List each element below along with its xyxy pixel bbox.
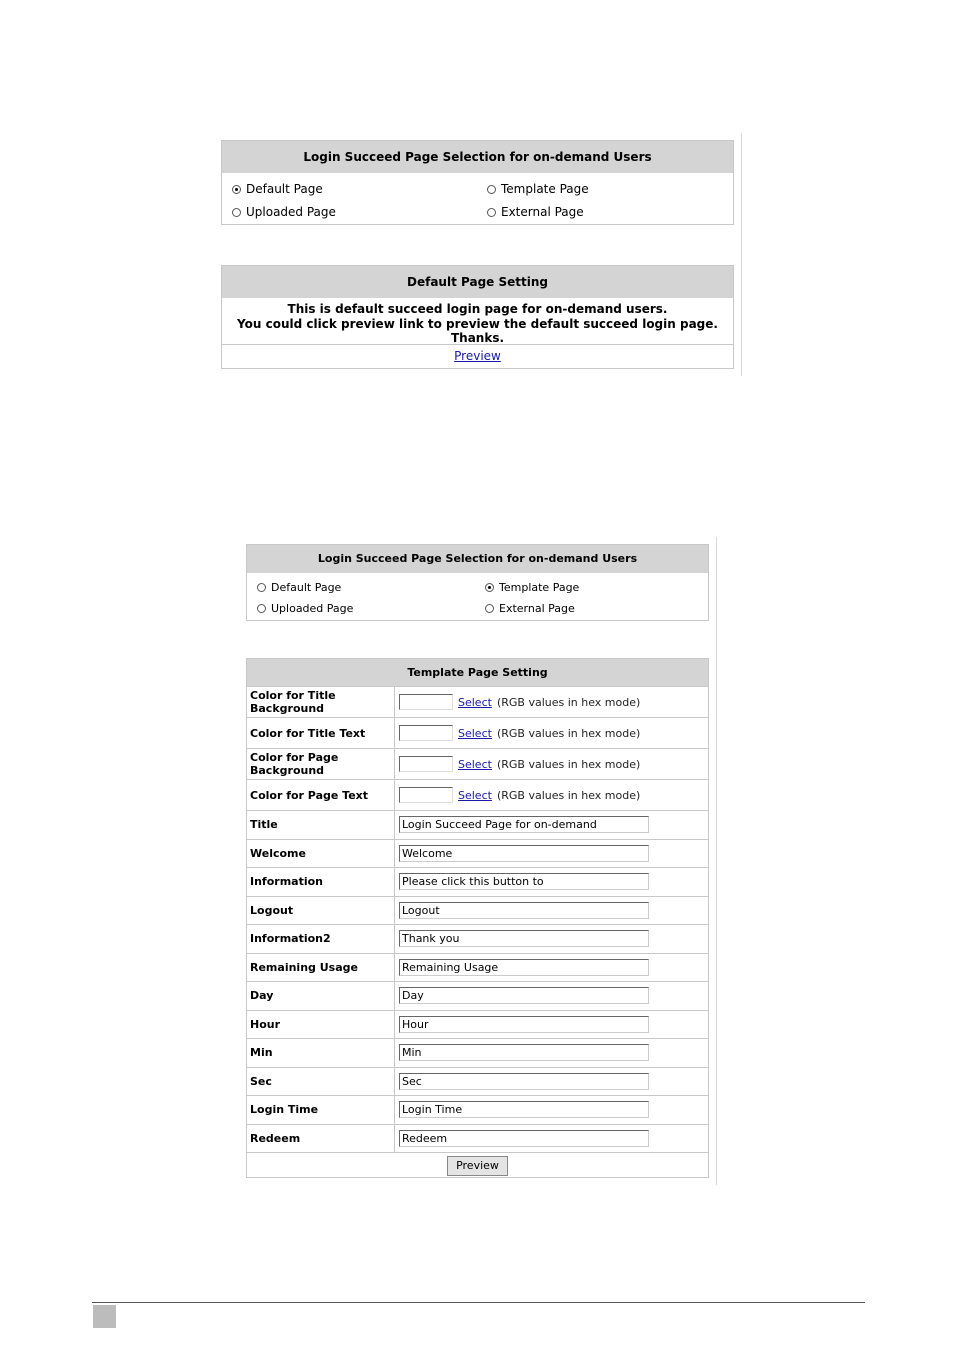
row-value [395,1011,708,1039]
option-label: Default Page [246,182,323,196]
row-value [395,840,708,868]
row-value [395,868,708,896]
row-value [395,718,708,748]
row-label: Day [247,982,395,1010]
row-label: Title [247,811,395,839]
scroll-edge-line [741,133,742,376]
option-label: Template Page [499,581,580,594]
option-external-page[interactable] [485,602,575,615]
option-uploaded-page[interactable] [232,205,336,219]
field-row-hour [247,1011,708,1040]
color-input[interactable] [399,787,453,803]
preview-button-row [247,1153,708,1178]
radio-default-page[interactable] [232,185,241,194]
option-label: Template Page [501,182,589,196]
row-label: Color for Title Text [247,718,395,748]
radio-template-page[interactable] [485,583,494,592]
sec-input[interactable] [399,1073,649,1090]
field-row-information [247,868,708,897]
row-label: Color for Page Background [247,749,395,779]
page-number-box [93,1305,116,1328]
row-value [395,687,708,717]
option-template-page[interactable] [487,182,589,196]
panel-title: Login Succeed Page Selection for on-demand Users [222,141,733,173]
message-line: You could click preview link to preview the default succeed login page. [237,316,718,331]
row-value [395,749,708,779]
row-label: Logout [247,897,395,925]
option-label: Uploaded Page [271,602,354,615]
field-row-title [247,811,708,840]
option-external-page[interactable] [487,205,584,219]
login-succeed-selection-panel-template [246,544,709,621]
remaining-usage-input[interactable] [399,959,649,976]
option-default-page[interactable] [257,581,341,594]
option-label: External Page [501,205,584,219]
rgb-hint: (RGB values in hex mode) [496,695,641,709]
select-color-link[interactable]: Select [458,726,492,740]
min-input[interactable] [399,1044,649,1061]
message-line: Thanks. [450,331,505,345]
option-uploaded-page[interactable] [257,602,353,615]
welcome-input[interactable] [399,845,649,862]
row-label: Login Time [247,1096,395,1124]
panel-title: Template Page Setting [247,659,708,687]
row-label: Welcome [247,840,395,868]
field-row-redeem [247,1125,708,1154]
logout-input[interactable] [399,902,649,919]
row-label: Information2 [247,925,395,953]
color-input[interactable] [399,756,453,772]
radio-uploaded-page[interactable] [257,604,266,613]
row-label: Information [247,868,395,896]
row-value [395,982,708,1010]
panel-title: Default Page Setting [222,266,733,298]
option-label: External Page [499,602,575,615]
radio-default-page[interactable] [257,583,266,592]
login-time-input[interactable] [399,1101,649,1118]
select-color-link[interactable]: Select [458,788,492,802]
preview-row [222,344,733,369]
scroll-edge-line [716,537,717,1185]
title-input[interactable] [399,816,649,833]
rgb-hint: (RGB values in hex mode) [496,788,641,802]
template-page-setting-panel [246,658,709,1178]
color-row-title-background [247,687,708,718]
row-label: Redeem [247,1125,395,1153]
preview-button[interactable]: Preview [447,1156,508,1176]
footer-divider [92,1302,865,1303]
field-row-day [247,982,708,1011]
field-row-min [247,1039,708,1068]
option-default-page[interactable] [232,182,323,196]
row-value [395,811,708,839]
row-label: Hour [247,1011,395,1039]
rgb-hint: (RGB values in hex mode) [496,726,641,740]
row-value [395,1125,708,1153]
information-input[interactable] [399,873,649,890]
default-page-message [222,298,733,344]
preview-link[interactable]: Preview [454,349,501,363]
field-row-welcome [247,840,708,869]
color-row-title-text [247,718,708,749]
row-value [395,954,708,982]
day-input[interactable] [399,987,649,1004]
rgb-hint: (RGB values in hex mode) [496,757,641,771]
option-label: Uploaded Page [246,205,336,219]
row-value [395,897,708,925]
panel-title: Login Succeed Page Selection for on-demand Users [247,545,708,573]
default-page-setting-panel [221,265,734,369]
radio-external-page[interactable] [485,604,494,613]
field-row-information2 [247,925,708,954]
color-row-page-text [247,780,708,811]
radio-uploaded-page[interactable] [232,208,241,217]
row-label: Min [247,1039,395,1067]
radio-external-page[interactable] [487,208,496,217]
login-succeed-selection-panel [221,140,734,225]
field-row-sec [247,1068,708,1097]
option-template-page[interactable] [485,581,579,594]
row-value [395,925,708,953]
field-row-remaining-usage [247,954,708,983]
row-label: Sec [247,1068,395,1096]
row-value [395,1068,708,1096]
select-color-link[interactable]: Select [458,695,492,709]
row-label: Color for Title Background [247,687,395,717]
color-input[interactable] [399,694,453,710]
select-color-link[interactable]: Select [458,757,492,771]
field-row-login-time [247,1096,708,1125]
hour-input[interactable] [399,1016,649,1033]
option-label: Default Page [271,581,342,594]
row-value [395,1096,708,1124]
row-label: Color for Page Text [247,780,395,810]
row-value [395,1039,708,1067]
row-label: Remaining Usage [247,954,395,982]
radio-template-page[interactable] [487,185,496,194]
field-row-logout [247,897,708,926]
information2-input[interactable] [399,930,649,947]
row-value [395,780,708,810]
redeem-input[interactable] [399,1130,649,1147]
color-input[interactable] [399,725,453,741]
color-row-page-background [247,749,708,780]
message-line: This is default succeed login page for on-demand users. [287,302,668,316]
